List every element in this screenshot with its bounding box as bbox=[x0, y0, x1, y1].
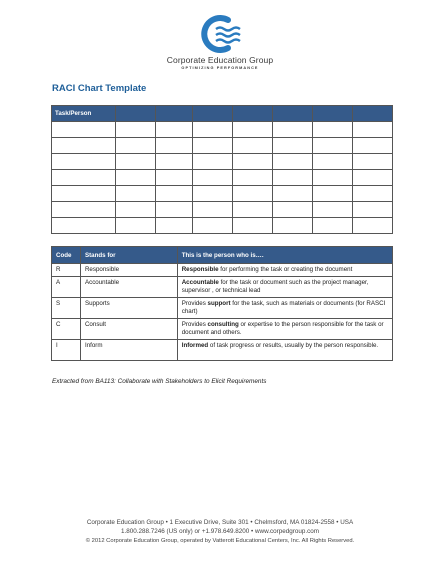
grid-row bbox=[52, 218, 393, 234]
grid-cell bbox=[273, 138, 313, 154]
description-post: for the task, such as materials or documents (for RASCI chart) bbox=[181, 300, 386, 316]
grid-cell bbox=[52, 122, 116, 138]
description-cell bbox=[177, 277, 392, 298]
grid-row bbox=[52, 154, 393, 170]
grid-cell bbox=[192, 218, 232, 234]
grid-cell bbox=[353, 170, 393, 186]
grid-cell bbox=[192, 138, 232, 154]
table-row bbox=[52, 340, 393, 361]
code-cell: S bbox=[52, 298, 81, 319]
footer-contact: 1.800.288.7246 (US only) or +1.978.649.8200 • www.corpedgroup.com bbox=[120, 528, 320, 535]
company-tagline: OPTIMIZING PERFORMANCE bbox=[181, 66, 259, 70]
grid-header-cell bbox=[192, 106, 232, 122]
stands-for-cell: Accountable bbox=[80, 277, 177, 298]
grid-cell bbox=[232, 202, 273, 218]
grid-cell bbox=[192, 122, 232, 138]
grid-cell bbox=[192, 154, 232, 170]
description-cell bbox=[177, 340, 392, 361]
grid-cell bbox=[52, 186, 116, 202]
grid-cell bbox=[313, 186, 353, 202]
grid-cell bbox=[353, 202, 393, 218]
stands-for-cell: Consult bbox=[80, 319, 177, 340]
company-logo bbox=[0, 14, 440, 70]
grid-cell bbox=[52, 218, 116, 234]
grid-cell bbox=[273, 218, 313, 234]
table-row bbox=[52, 319, 393, 340]
grid-cell bbox=[192, 186, 232, 202]
grid-cell bbox=[313, 218, 353, 234]
grid-row bbox=[52, 186, 393, 202]
description-cell bbox=[177, 298, 392, 319]
code-cell: A bbox=[52, 277, 81, 298]
description-keyword: Responsible bbox=[181, 266, 219, 273]
stands-for-cell: Inform bbox=[80, 340, 177, 361]
code-cell: C bbox=[52, 319, 81, 340]
description-keyword: Informed bbox=[181, 342, 209, 350]
grid-header-cell bbox=[115, 106, 155, 122]
grid-cell bbox=[313, 202, 353, 218]
grid-cell bbox=[353, 154, 393, 170]
grid-cell bbox=[313, 154, 353, 170]
code-column-header: Code bbox=[52, 247, 81, 264]
grid-cell bbox=[232, 218, 273, 234]
grid-cell bbox=[155, 138, 192, 154]
grid-cell bbox=[155, 170, 192, 186]
grid-cell bbox=[273, 122, 313, 138]
grid-row bbox=[52, 122, 393, 138]
grid-cell bbox=[155, 218, 192, 234]
grid-cell bbox=[52, 202, 116, 218]
raci-grid bbox=[51, 105, 393, 234]
logo-mark-icon bbox=[198, 14, 242, 54]
grid-cell bbox=[192, 170, 232, 186]
description-post: for performing the task or creating the document bbox=[218, 266, 353, 273]
grid-cell bbox=[115, 154, 155, 170]
grid-cell bbox=[115, 122, 155, 138]
page-title: RACI Chart Template bbox=[52, 83, 147, 94]
grid-cell bbox=[52, 154, 116, 170]
footer-address: Corporate Education Group • 1 Executive Drive, Suite 301 • Chelmsford, MA 01824-2558 • USA bbox=[86, 519, 354, 526]
table-row bbox=[52, 264, 393, 277]
grid-cell bbox=[115, 138, 155, 154]
footer-copyright: © 2012 Corporate Education Group, operated by Vatterott Educational Centers, Inc. All Rights Reserved. bbox=[85, 538, 355, 544]
grid-header-cell bbox=[313, 106, 353, 122]
description-post: or expertise to the person responsible for the task or document and others. bbox=[181, 321, 384, 337]
grid-cell bbox=[232, 122, 273, 138]
grid-row bbox=[52, 138, 393, 154]
company-name: Corporate Education Group bbox=[166, 55, 274, 65]
grid-cell bbox=[115, 170, 155, 186]
table-row bbox=[52, 298, 393, 319]
description-cell bbox=[177, 319, 392, 340]
description-keyword: consulting bbox=[207, 321, 239, 329]
grid-cell bbox=[232, 186, 273, 202]
grid-cell bbox=[313, 138, 353, 154]
stands-for-cell: Responsible bbox=[80, 264, 177, 277]
stands-for-column-header: Stands for bbox=[80, 247, 177, 264]
table-row bbox=[52, 277, 393, 298]
grid-cell bbox=[273, 154, 313, 170]
description-column-header: This is the person who is…. bbox=[177, 247, 392, 264]
codes-header-row bbox=[52, 247, 393, 264]
description-cell bbox=[177, 264, 392, 277]
grid-cell bbox=[353, 122, 393, 138]
grid-cell bbox=[313, 170, 353, 186]
grid-cell bbox=[313, 122, 353, 138]
grid-cell bbox=[353, 186, 393, 202]
code-cell: I bbox=[52, 340, 81, 361]
grid-cell bbox=[115, 186, 155, 202]
description-post: for the task or document such as the project manager, supervisor , or technical lead bbox=[181, 279, 369, 295]
grid-cell bbox=[115, 202, 155, 218]
grid-cell bbox=[155, 122, 192, 138]
grid-header-cell bbox=[232, 106, 273, 122]
task-person-header: Task/Person bbox=[52, 106, 116, 122]
grid-cell bbox=[52, 138, 116, 154]
grid-cell bbox=[353, 138, 393, 154]
grid-cell bbox=[232, 154, 273, 170]
description-pre: Provides bbox=[181, 300, 208, 308]
code-cell: R bbox=[52, 264, 81, 277]
description-keyword: Accountable bbox=[181, 279, 219, 287]
grid-row bbox=[52, 170, 393, 186]
grid-cell bbox=[273, 170, 313, 186]
grid-header-row bbox=[52, 106, 393, 122]
grid-header-cell bbox=[273, 106, 313, 122]
grid-cell bbox=[353, 218, 393, 234]
grid-header-cell bbox=[353, 106, 393, 122]
stands-for-cell: Supports bbox=[80, 298, 177, 319]
grid-header-cell bbox=[155, 106, 192, 122]
grid-cell bbox=[115, 218, 155, 234]
raci-codes-table bbox=[51, 246, 393, 361]
grid-cell bbox=[192, 202, 232, 218]
grid-cell bbox=[232, 170, 273, 186]
grid-cell bbox=[232, 138, 273, 154]
grid-cell bbox=[273, 186, 313, 202]
description-keyword: support bbox=[207, 300, 231, 308]
description-post: of task progress or results, usually by the person responsible. bbox=[208, 342, 379, 350]
source-note: Extracted from BA113: Collaborate with Stakeholders to Elicit Requirements bbox=[52, 378, 267, 385]
grid-cell bbox=[273, 202, 313, 218]
grid-cell bbox=[52, 170, 116, 186]
grid-row bbox=[52, 202, 393, 218]
grid-cell bbox=[155, 186, 192, 202]
grid-cell bbox=[155, 202, 192, 218]
grid-cell bbox=[155, 154, 192, 170]
description-pre: Provides bbox=[181, 321, 208, 329]
